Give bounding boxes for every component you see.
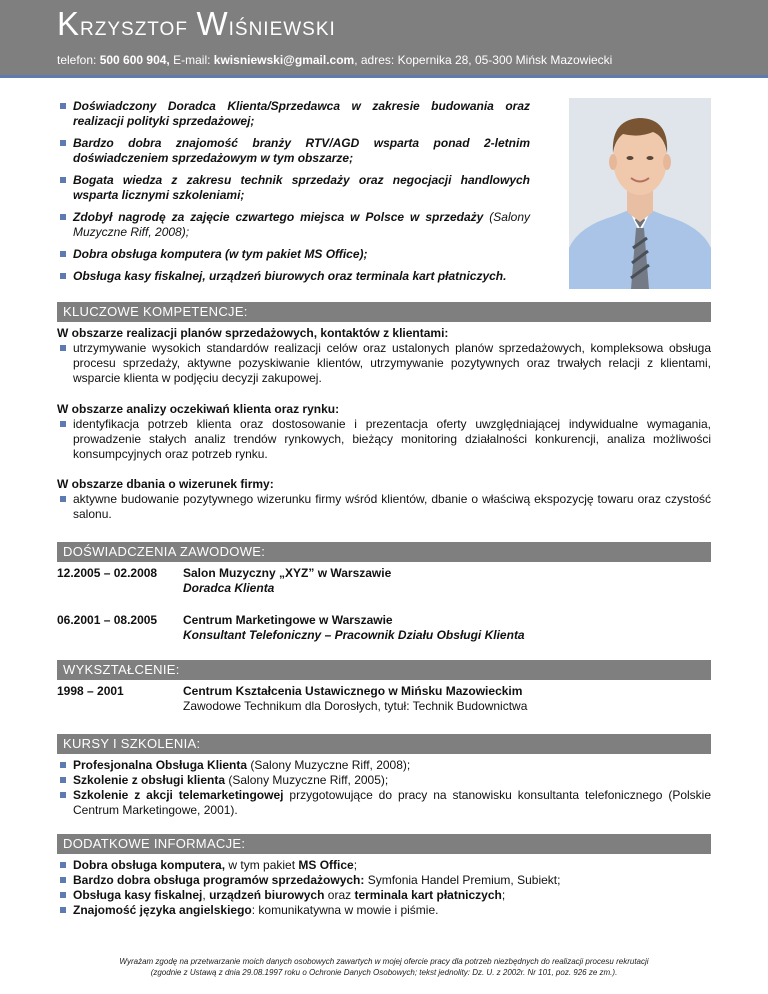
additional-bold: Bardzo dobra obsługa programów sprzedażowych: (73, 873, 365, 887)
additional-bold: MS Office (298, 858, 354, 872)
phone-value: 500 600 904, (99, 53, 170, 67)
summary-text: Bardzo dobra znajomość branży RTV/AGD wsparta ponad 2-letnim doświadczeniem sprzedażowym w tym obszarze; (73, 136, 530, 165)
course-item (57, 788, 711, 818)
section-heading-courses: KURSY I SZKOLENIA: (57, 734, 711, 754)
additional-item (57, 858, 711, 873)
section-heading-additional: DODATKOWE INFORMACJE: (57, 834, 711, 854)
consent-line: Wyrażam zgodę na przetwarzanie moich danych osobowych zawartych w mojej ofercie pracy dla potrzeb niezbędnych do realizacji procesu rekrutacji (119, 957, 649, 966)
competency-text: identyfikacja potrzeb klienta oraz dostosowanie i prezentacja oferty uwzględniającej indywidualne wymagania, prowadzenie stałych analiz trendów rynkowych, bieżący monitoring działalności konkurencji, analiza możliwości konsumpcyjnych oraz potrzeb rynku. (73, 417, 711, 461)
additional-text: : komunikatywna w mowie i piśmie. (251, 903, 439, 917)
name-last-initial: W (196, 5, 229, 42)
section-heading-education: WYKSZTAŁCENIE: (57, 660, 711, 680)
summary-item (57, 173, 530, 203)
experience-employer: Salon Muzyczny „XYZ” w Warszawie (183, 566, 392, 580)
additional-item (57, 903, 711, 918)
email-label: E-mail: (169, 53, 214, 67)
additional-item (57, 888, 711, 903)
summary-item (57, 136, 530, 166)
additional-text: w tym pakiet (225, 858, 299, 872)
portrait-illustration (569, 98, 711, 289)
summary-item (57, 247, 530, 262)
education-school: Centrum Kształcenia Ustawicznego w Mińsku Mazowieckim (183, 684, 523, 698)
email-value[interactable]: kwisniewski@gmail.com (213, 53, 355, 67)
additional-item (57, 873, 711, 888)
courses-list (57, 758, 711, 818)
competency-group (57, 477, 711, 522)
course-item (57, 773, 711, 788)
competency-group (57, 326, 711, 386)
address-value: Kopernika 28, 05-300 Mińsk Mazowiecki (397, 53, 613, 67)
consent-line: (zgodnie z Ustawą z dnia 29.08.1997 roku o Ochronie Danych Osobowych; tekst jednolity: Dz. U. z 2002r. Nr 101, poz. 926 ze zm.). (150, 968, 618, 977)
course-detail: (Salony Muzyczne Riff, 2008); (247, 758, 411, 772)
experience-role: Konsultant Telefoniczny – Pracownik Działu Obsługi Klienta (183, 628, 525, 642)
additional-text: ; (501, 888, 506, 902)
section-heading-competencies: KLUCZOWE KOMPETENCJE: (57, 302, 711, 322)
consent-clause (57, 956, 711, 978)
experience-role: Doradca Klienta (183, 581, 275, 595)
additional-bold: terminala kart płatniczych (354, 888, 502, 902)
contact-line (57, 53, 612, 68)
competency-group (57, 402, 711, 462)
name-first-rest: rzysztof (80, 11, 188, 41)
additional-text: ; (353, 858, 358, 872)
course-detail: przygotowujące do pracy na stanowisku konsultanta telefonicznego (Polskie Centrum Marketingowe, 2001). (73, 788, 711, 817)
additional-bold: Obsługa kasy fiskalnej (73, 888, 203, 902)
experience-employer: Centrum Marketingowe w Warszawie (183, 613, 393, 627)
education-detail: Zawodowe Technikum dla Dorosłych, tytuł: Technik Budownictwa (183, 699, 528, 713)
profile-photo (569, 98, 711, 289)
header-bar (0, 0, 768, 78)
summary-text: Bogata wiedza z zakresu technik sprzedaży oraz negocjacji handlowych wsparta licznymi szkoleniami; (73, 173, 530, 202)
additional-text: , (202, 888, 210, 902)
competency-text: aktywne budowanie pozytywnego wizerunku firmy wśród klientów, dbanie o właściwą ekspozycję towaru oraz czystość salonu. (73, 492, 711, 521)
summary-item (57, 269, 530, 284)
experience-details (183, 613, 711, 643)
additional-text: oraz (324, 888, 355, 902)
experience-dates: 12.2005 – 02.2008 (57, 566, 158, 580)
phone-label: telefon: (57, 53, 100, 67)
summary-text: Zdobył nagrodę za zajęcie czwartego miejsca w Polsce w sprzedaży (73, 210, 484, 224)
course-title: Profesjonalna Obsługa Klienta (73, 758, 248, 772)
summary-text: Obsługa kasy fiskalnej, urządzeń biurowych oraz terminala kart płatniczych. (73, 269, 507, 283)
competency-item (57, 492, 711, 522)
additional-bold: Dobra obsługa komputera, (73, 858, 226, 872)
summary-extra: (Salony Muzyczne Riff, 2008); (73, 210, 530, 239)
experience-dates: 06.2001 – 08.2005 (57, 613, 158, 627)
name-first-initial: K (57, 5, 81, 42)
competency-heading: W obszarze realizacji planów sprzedażowych, kontaktów z klientami: (57, 326, 449, 340)
summary-item (57, 210, 530, 240)
competency-item (57, 417, 711, 462)
competency-text: utrzymywanie wysokich standardów realizacji celów oraz ustalonych planów sprzedażowych, kompleksowa obsługa procesu sprzedaży, aktywne pozyskiwanie klientów, utrzymywanie pozytywnych oraz trwałych relacji z klientami, wsparcie klienta w podjęciu decyzji zakupowej. (73, 341, 711, 385)
additional-list (57, 858, 711, 918)
education-details (183, 684, 711, 714)
summary-list (57, 99, 530, 291)
summary-text: Doświadczony Doradca Klienta/Sprzedawca w zakresie budowania oraz realizacji polityki sprzedażowej; (73, 99, 530, 128)
experience-details (183, 566, 711, 596)
competency-item (57, 341, 711, 386)
summary-item (57, 99, 530, 129)
course-item (57, 758, 711, 773)
additional-bold: Znajomość języka angielskiego (73, 903, 252, 917)
candidate-name (57, 6, 336, 44)
section-heading-experience: DOŚWIADCZENIA ZAWODOWE: (57, 542, 711, 562)
course-title: Szkolenie z obsługi klienta (73, 773, 226, 787)
competency-heading: W obszarze analizy oczekiwań klienta oraz rynku: (57, 402, 340, 416)
competency-heading: W obszarze dbania o wizerunek firmy: (57, 477, 274, 491)
address-label: , adres: (354, 53, 398, 67)
additional-bold: urządzeń biurowych (209, 888, 325, 902)
course-title: Szkolenie z akcji telemarketingowej (73, 788, 284, 802)
name-last-rest: iśniewski (228, 11, 336, 41)
education-dates: 1998 – 2001 (57, 684, 124, 698)
additional-text: Symfonia Handel Premium, Subiekt; (364, 873, 561, 887)
course-detail: (Salony Muzyczne Riff, 2005); (225, 773, 389, 787)
summary-text: Dobra obsługa komputera (w tym pakiet MS Office); (73, 247, 368, 261)
